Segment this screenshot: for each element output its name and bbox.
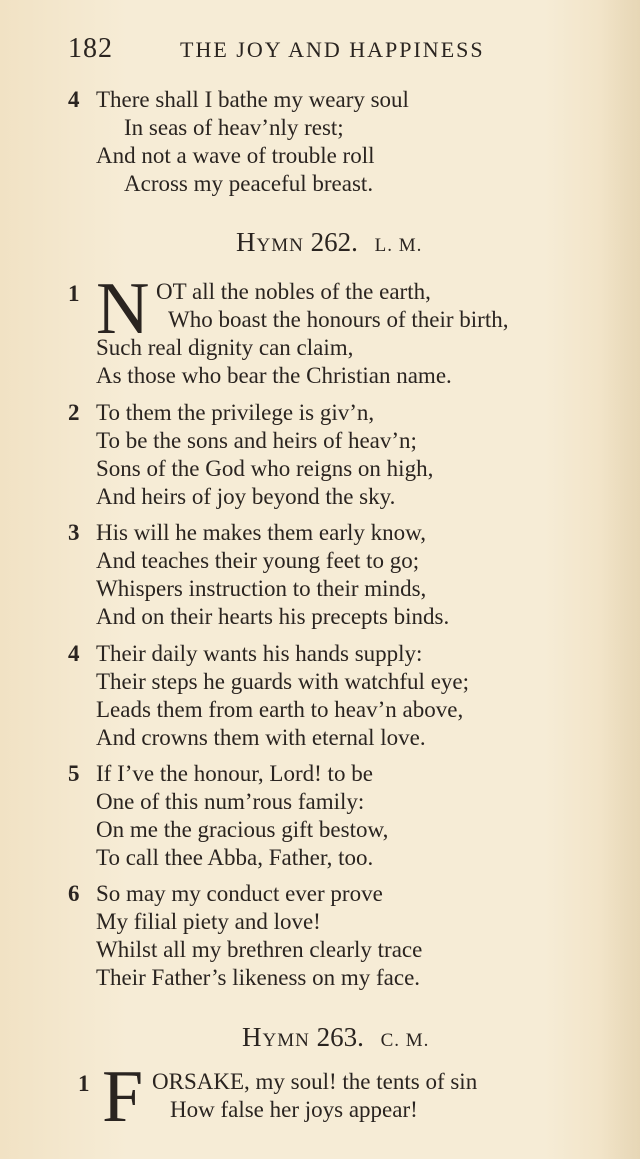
verse-line: Leads them from earth to heav’n above, [96, 697, 464, 722]
verse-line: Across my peaceful breast. [124, 171, 374, 196]
verse-number: 5 [68, 761, 80, 786]
verse-line: OT all the nobles of the earth, [156, 279, 431, 304]
verse-line: And heirs of joy beyond the sky. [96, 484, 396, 509]
verse-line: And crowns them with eternal love. [96, 725, 426, 750]
verse-line: Such real dignity can claim, [96, 335, 354, 360]
hymn-title-word: Hymn [236, 227, 304, 257]
page-edge-shadow [600, 0, 640, 1159]
verse-line: One of this num’rous family: [96, 789, 365, 814]
verse-line: How false her joys appear! [170, 1097, 418, 1122]
hymn-meter: L. M. [374, 235, 423, 256]
hymn-title [236, 226, 422, 262]
verse-line: And not a wave of trouble roll [96, 143, 375, 168]
verse-line: His will he makes them early know, [96, 520, 427, 545]
verse-line: To be the sons and heirs of heav’n; [96, 428, 417, 453]
verse-number: 1 [78, 1071, 90, 1096]
verse-line: So may my conduct ever prove [96, 881, 383, 906]
verse-line: In seas of heav’nly rest; [124, 115, 344, 140]
verse-line: To call thee Abba, Father, too. [96, 845, 374, 870]
verse-line: As those who bear the Christian name. [96, 363, 452, 388]
hymn-meter: C. M. [380, 1030, 430, 1051]
hymn-title-word: Hymn [242, 1022, 310, 1052]
hymn-title-number: 262. [310, 227, 358, 257]
verse-line: And teaches their young feet to go; [96, 548, 420, 573]
hymn-title [242, 1021, 429, 1057]
verse-number: 6 [68, 881, 80, 906]
verse-line: Who boast the honours of their birth, [168, 307, 509, 332]
verse-line: And on their hearts his precepts binds. [96, 604, 450, 629]
verse-line: To them the privilege is giv’n, [96, 400, 375, 425]
hymn-title-number: 263. [316, 1022, 364, 1052]
drop-cap: N [96, 268, 150, 350]
verse-line: Their daily wants his hands supply: [96, 641, 423, 666]
running-title: THE JOY AND HAPPINESS [180, 37, 485, 62]
verse-line: Their Father’s likeness on my face. [96, 965, 421, 990]
verse-number: 2 [68, 400, 80, 425]
verse-line: If I’ve the honour, Lord! to be [96, 761, 373, 786]
verse-number: 4 [68, 87, 80, 112]
verse-line: Whispers instruction to their minds, [96, 576, 427, 601]
verse-line: On me the gracious gift bestow, [96, 817, 389, 842]
verse-number: 4 [68, 641, 80, 666]
verse-line: My filial piety and love! [96, 909, 321, 934]
page-number: 182 [68, 33, 113, 64]
verse-number: 3 [68, 520, 80, 545]
verse-line: Their steps he guards with watchful eye; [96, 669, 469, 694]
verse-line: ORSAKE, my soul! the tents of sin [152, 1069, 478, 1094]
drop-cap: F [102, 1056, 144, 1138]
verse-line: Sons of the God who reigns on high, [96, 456, 434, 481]
page-header [68, 33, 618, 73]
verse-line: Whilst all my brethren clearly trace [96, 937, 423, 962]
verse-number: 1 [68, 281, 80, 306]
verse-line: There shall I bathe my weary soul [96, 87, 409, 112]
